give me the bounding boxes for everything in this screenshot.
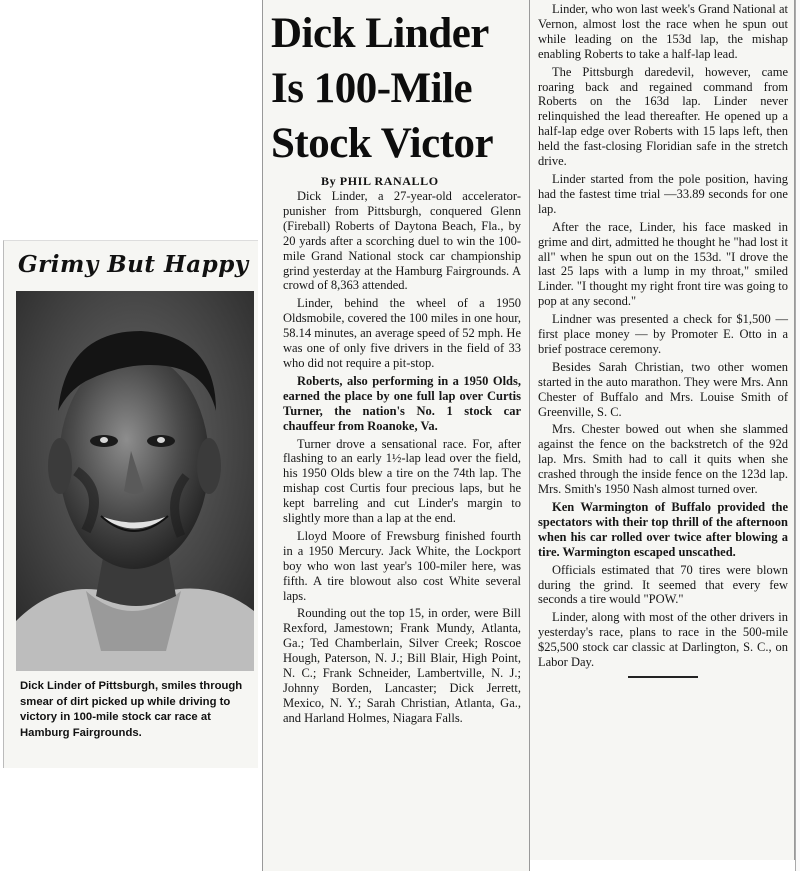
headline-line-3: Stock Victor xyxy=(271,120,494,167)
article-main-column xyxy=(262,0,530,871)
byline: By PHIL RANALLO xyxy=(321,174,439,188)
paragraph: Lloyd Moore of Frewsburg finished fourth in a 1950 Mercury. Jack White, the Lockport boy who won last year's 100-miler here, was fifth. A tire blowout also cost White several laps. xyxy=(283,528,521,603)
photo-clipping xyxy=(3,240,258,768)
paragraph: Rounding out the top 15, in order, were Bill Rexford, Jamestown; Frank Mundy, Atlanta, Ga.; Ted Chamberlain, Silver Creek; Roscoe Hough, Paterson, N. J.; Bill Blair, High Point, N. C.; Frank Schneider, Lambertville, N. J.; Johnny Borden, Lancaster; Dick Jerrett, Mexico, N. Y.; Sarah Christian, Atlanta, Ga., and Harland Holmes, Niagara Falls. xyxy=(283,606,521,725)
paragraph: Officials estimated that 70 tires were blown during the grind. It seemed that every few seconds a tire would "POW." xyxy=(538,562,788,607)
driver-portrait-photo xyxy=(16,291,254,671)
paragraph: Mrs. Chester bowed out when she slammed against the fence on the backstretch of the 92d lap. Mrs. Smith had to call it quits when she crashed through the inside fence on the 123d lap. Mrs. Smith's 1950 Nash almost turned over. xyxy=(538,422,788,497)
paragraph-bold: Ken Warmington of Buffalo provided the spectators with their top thrill of the afternoon when his car rolled over twice after blowing a tire. Warmington escaped unscathed. xyxy=(538,500,788,559)
adjacent-column-edge xyxy=(795,0,800,871)
article-headline xyxy=(271,6,521,171)
paragraph: After the race, Linder, his face masked in grime and dirt, admitted he thought he "had lost it all" when he spun out on the 153d. "I drove the last 25 laps with a lump in my throat," smiled Linder. "I thought my right front tire was going to pop at any second." xyxy=(538,219,788,309)
portrait-illustration xyxy=(16,291,254,671)
headline-line-2: Is 100-Mile xyxy=(271,65,473,112)
paragraph: Turner drove a sensational race. For, after flashing to an early 1½-lap lead over the field, his 1950 Olds blew a tire on the 74th lap. The mishap cost Curtis four precious laps, but he kept barreling and cut Linder's margin to slightly more than a lap at the end. xyxy=(283,436,521,526)
paragraph: Besides Sarah Christian, two other women started in the auto marathon. They were Mrs. Ann Chester of Buffalo and Mrs. Louise Smith of Greenville, S. C. xyxy=(538,359,788,419)
paragraph-bold: Roberts, also performing in a 1950 Olds, earned the place by one full lap over Curtis Turner, the nation's No. 1 stock car chauffeur from Roanoke, Va. xyxy=(283,373,521,433)
article-end-rule xyxy=(628,676,698,678)
photo-caption: Dick Linder of Pittsburgh, smiles through smear of dirt picked up while driving to victory in 100-mile stock car race at Hamburg Fairgrounds. xyxy=(20,680,243,739)
photo-headline: Grimy But Happy xyxy=(18,251,249,278)
paragraph: Linder, along with most of the other drivers in yesterday's race, plans to race in the 500-mile $25,500 stock car classic at Darlington, S. C., on Labor Day. xyxy=(538,610,788,670)
article-column-2 xyxy=(538,2,788,678)
paragraph: Linder, who won last week's Grand National at Vernon, almost lost the race when he spun out while leading on the 153d lap, the mishap enabling Roberts to take a half-lap lead. xyxy=(538,2,788,61)
headline-line-1: Dick Linder xyxy=(271,10,489,57)
paragraph: Linder started from the pole position, having had the fastest time trial —33.89 seconds for one lap. xyxy=(538,171,788,216)
article-continuation-column xyxy=(530,0,795,860)
paragraph: Dick Linder, a 27-year-old accelerator-punisher from Pittsburgh, conquered Glenn (Fireball) Roberts of Daytona Beach, Fla., by 20 yards after a scorching duel to win the 100-mile Grand National stock car championship grind yesterday at the Hamburg Fairgrounds. A crowd of 8,363 attended. xyxy=(283,189,521,293)
paragraph: The Pittsburgh daredevil, however, came roaring back and regained command from Roberts on the 163d lap. Linder never relinquished the lead thereafter. He opened up a half-lap edge over Roberts with 15 laps left, then held the fast-closing Floridian safe in the stretch drive. xyxy=(538,64,788,169)
paragraph: Lindner was presented a check for $1,500 — first place money — by Promoter E. Otto in a brief postrace ceremony. xyxy=(538,312,788,356)
article-column-1 xyxy=(283,189,521,729)
paragraph: Linder, behind the wheel of a 1950 Oldsmobile, covered the 100 miles in one hour, 58.14 minutes, an average speed of 52 mph. He was one of only five drivers in the field of 33 who did not require a pit-stop. xyxy=(283,296,521,370)
